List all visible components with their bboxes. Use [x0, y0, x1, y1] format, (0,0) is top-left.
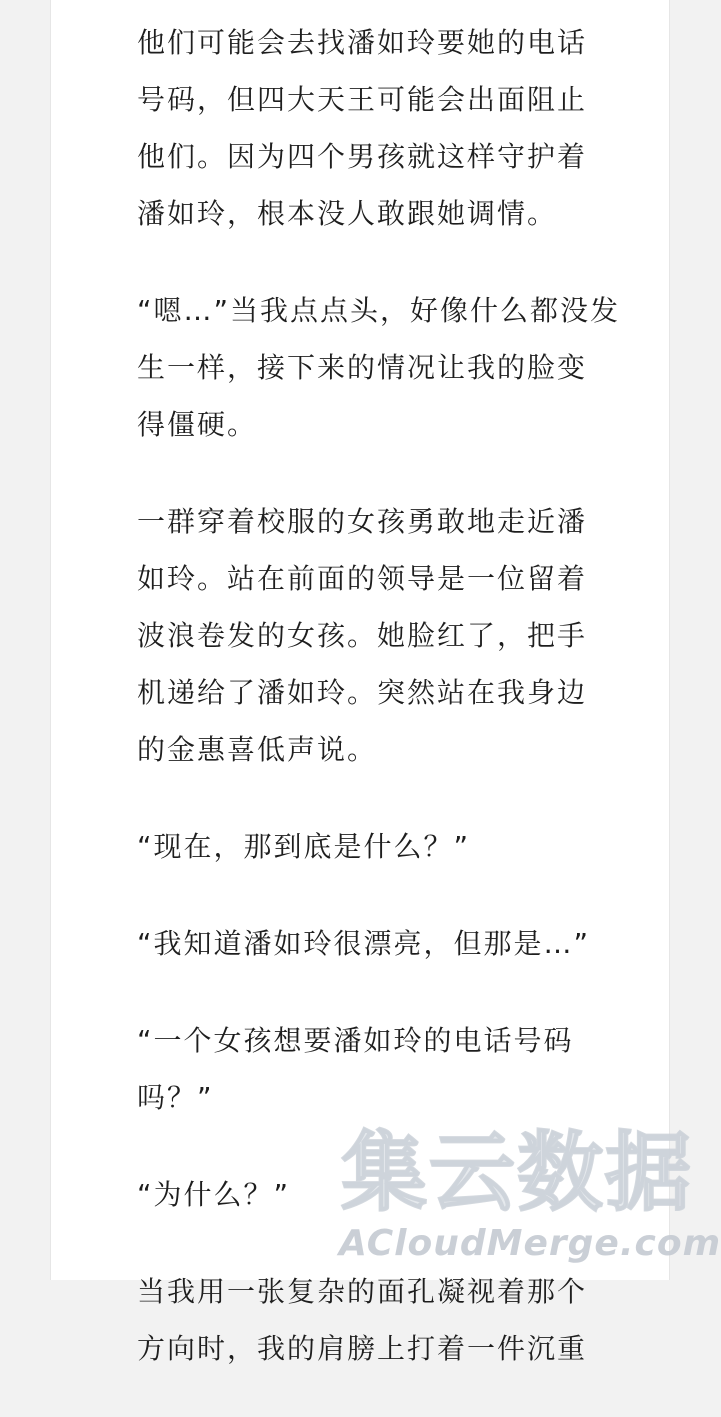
text-line: 的金惠喜低声说。 [137, 733, 378, 766]
page-sheet [50, 0, 670, 1365]
paragraph-6 [137, 1012, 597, 1126]
text-line: 号码，但四大天王可能会出面阻止 [137, 83, 588, 116]
novel-text [137, 14, 621, 1417]
text-line: 得僵硬。 [137, 408, 258, 441]
text-line: “现在，那到底是什么？” [137, 830, 471, 863]
text-line: “一个女孩想要潘如玲的电话号码 [137, 1024, 574, 1057]
watermark-cn: 集云数据 [341, 1123, 693, 1223]
text-line: “我知道潘如玲很漂亮，但那是…” [137, 927, 591, 960]
text-line: 他们。因为四个男孩就这样守护着 [137, 140, 588, 173]
text-line: 波浪卷发的女孩。她脸红了，把手 [137, 619, 588, 652]
paragraph-2 [137, 282, 621, 453]
watermark-en: ACloudMerge.com [339, 1223, 721, 1264]
text-line: 机递给了潘如玲。突然站在我身边 [137, 676, 588, 709]
text-line-partial: 方向时，我的肩膀上打着一件沉重 [137, 1332, 588, 1365]
paragraph-4 [137, 818, 597, 875]
paragraph-7 [137, 1166, 597, 1223]
text-line: 当我用一张复杂的面孔凝视着那个 [137, 1275, 588, 1308]
text-line: 潘如玲，根本没人敢跟她调情。 [137, 197, 558, 230]
text-line: 吗？” [137, 1081, 214, 1114]
paragraph-3 [137, 493, 597, 778]
text-line: 如玲。站在前面的领导是一位留着 [137, 562, 588, 595]
text-line: “嗯…”当我点点头，好像什么都没发 [137, 294, 621, 327]
paragraph-8 [137, 1263, 597, 1377]
text-line: 他们可能会去找潘如玲要她的电话 [137, 26, 588, 59]
paragraph-5 [137, 915, 597, 972]
text-line: “为什么？” [137, 1178, 291, 1211]
text-line: 生一样，接下来的情况让我的脸变 [137, 351, 588, 384]
text-line: 一群穿着校服的女孩勇敢地走近潘 [137, 505, 588, 538]
paragraph-1 [137, 14, 597, 242]
